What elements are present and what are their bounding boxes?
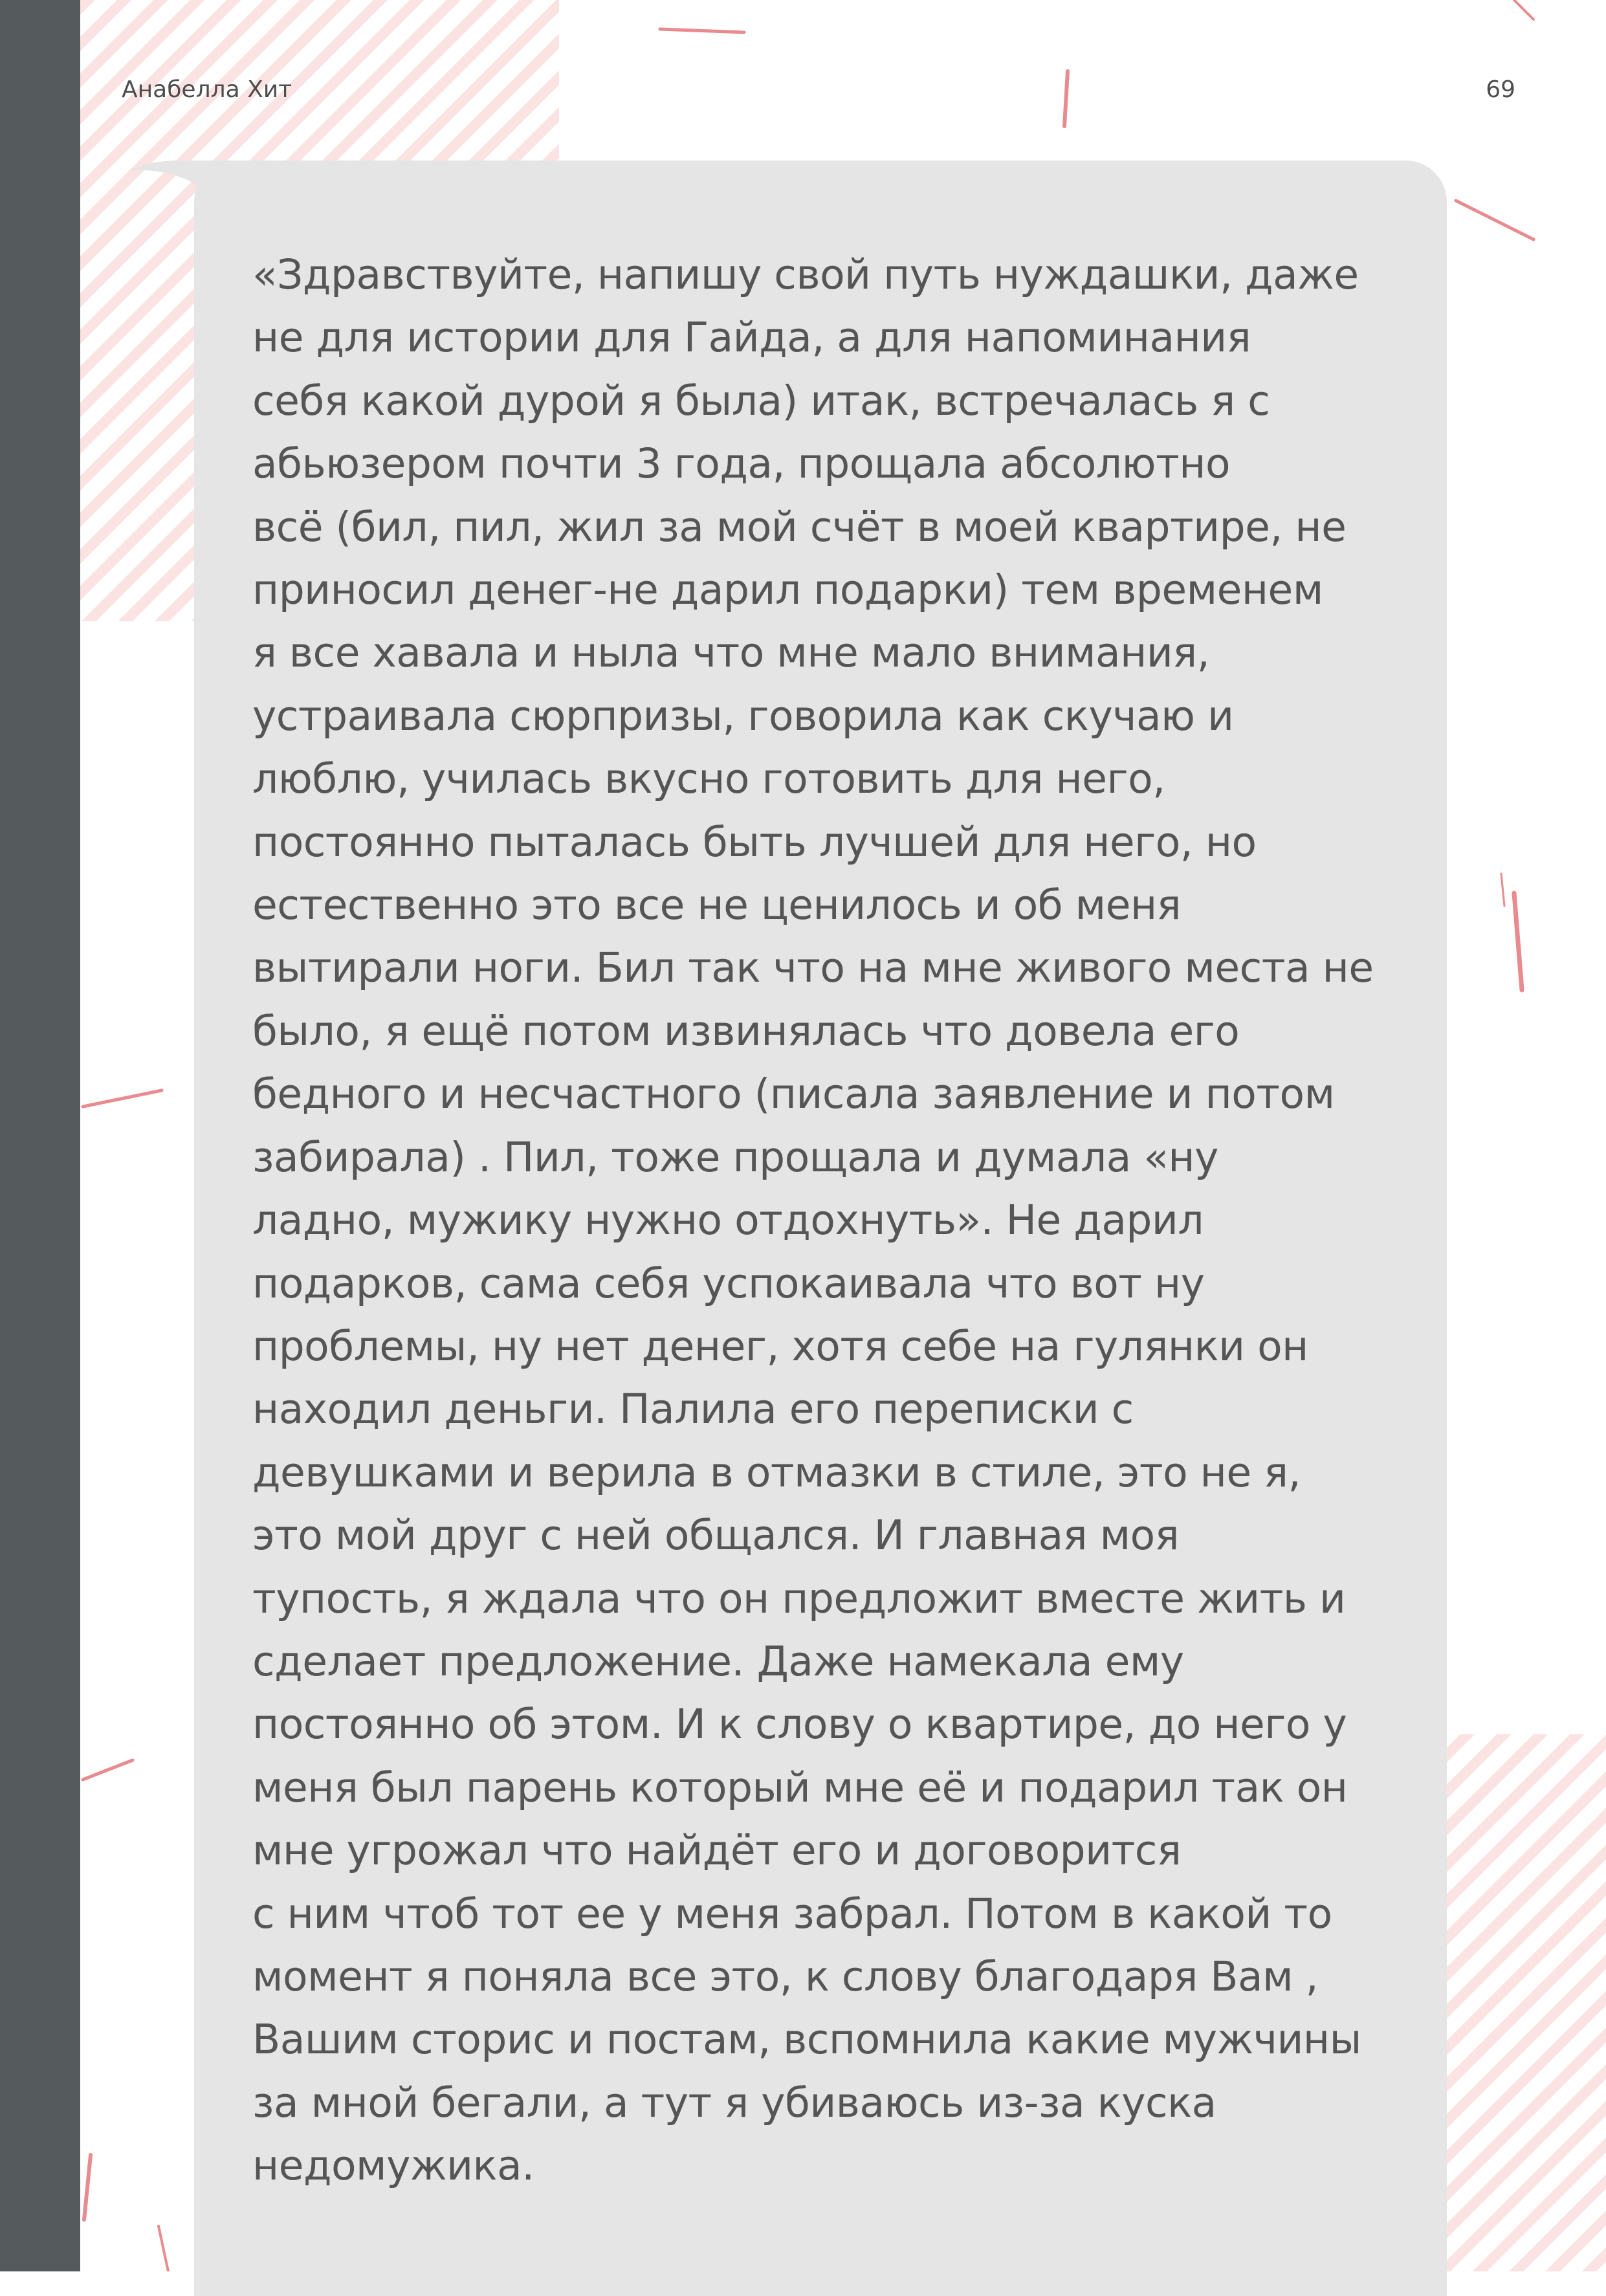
quote-text [252,243,1443,2198]
quote-line: сделает предложение. Даже намекала ему [252,1637,1184,1685]
quote-line: забирала) . Пил, тоже прощала и думала «ну [252,1133,1218,1181]
quote-line: не для истории для Гайда, а для напоминания [252,314,1251,362]
quote-line: тупость, я ждала что он предложит вместе жить и [252,1574,1346,1622]
quote-line: ладно, мужику нужно отдохнуть». Не дарил [252,1197,1204,1244]
quote-line: вытирали ноги. Бил так что на мне живого места не [252,944,1374,992]
quote-line: мне угрожал что найдёт его и договорится [252,1827,1182,1875]
quote-line: абьюзером почти 3 года, прощала абсолютно [252,440,1231,488]
quote-line: было, я ещё потом извинялась что довела его [252,1007,1240,1055]
quote-line: это мой друг с ней общался. И главная моя [252,1512,1180,1560]
quote-line: с ним чтоб тот ее у меня забрал. Потом в какой то [252,1890,1332,1937]
quote-line: девушками и верила в отмазки в стиле, это не я, [252,1448,1301,1496]
quote-line: себя какой дурой я была) итак, встречалась я с [252,377,1270,425]
quote-line: проблемы, ну нет денег, хотя себе на гулянки он [252,1322,1308,1370]
quote-line: постоянно пыталась быть лучшей для него, но [252,818,1257,866]
quote-line: приносил денег-не дарил подарки) тем временем [252,566,1323,614]
quote-line: всё (бил, пил, жил за мой счёт в моей квартире, не [252,503,1347,551]
page-number: 69 [1486,76,1515,103]
quote-line: я все хавала и ныла что мне мало внимания, [252,629,1210,677]
running-header-author: Анабелла Хит [122,76,292,103]
quote-line: постоянно об этом. И к слову о квартире, до него у [252,1701,1347,1749]
quote-line: меня был парень который мне её и подарил так он [252,1763,1348,1811]
quote-line: устраивала сюрпризы, говорила как скучаю и [252,692,1234,740]
quote-line: «Здравствуйте, напишу свой путь нуждашки, даже [252,251,1359,298]
quote-line: подарков, сама себя успокаивала что вот ну [252,1259,1205,1307]
quote-line: момент я поняла все это, к слову благодаря Вам , [252,1952,1319,2000]
quote-line: недомужика. [252,2142,534,2190]
quote-line: люблю, училась вкусно готовить для него, [252,755,1165,803]
quote-line: за мной бегали, а тут я убиваюсь из-за куска [252,2079,1216,2126]
quote-line: естественно это все не ценилось и об меня [252,881,1182,929]
quote-line: бедного и несчастного (писала заявление и потом [252,1070,1335,1118]
quote-line: Вашим сторис и постам, вспомнила какие мужчины [252,2016,1361,2064]
quote-line: находил деньги. Палила его переписки с [252,1385,1134,1433]
